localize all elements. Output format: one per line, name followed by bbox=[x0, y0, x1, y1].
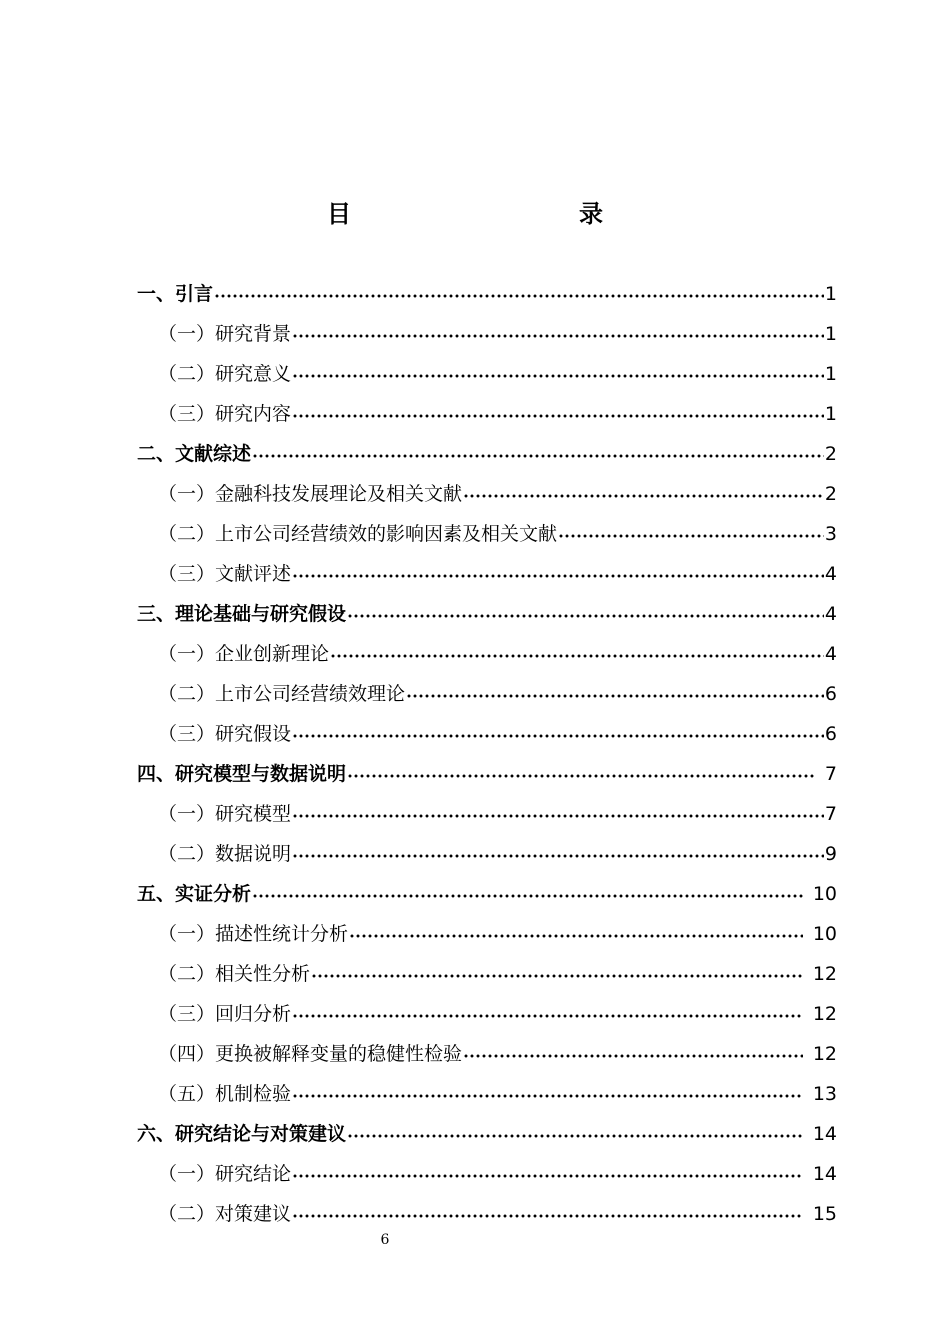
toc-page-number: 3 bbox=[824, 523, 837, 545]
toc-entry-label: （二）对策建议 bbox=[158, 1203, 292, 1225]
toc-list bbox=[0, 274, 950, 1234]
toc-page-number: 13 bbox=[812, 1083, 837, 1105]
dot-leader bbox=[292, 854, 824, 858]
toc-page-number: 6 bbox=[824, 723, 837, 745]
toc-chapter-entry[interactable] bbox=[0, 874, 837, 914]
toc-page-number: 6 bbox=[824, 683, 837, 705]
toc-section-entry[interactable] bbox=[0, 354, 837, 394]
toc-entry-label: 一、引言 bbox=[137, 283, 214, 305]
toc-page-number: 1 bbox=[824, 323, 837, 345]
toc-entry-label: （二）上市公司经营绩效理论 bbox=[158, 683, 406, 705]
dot-leader bbox=[463, 1054, 803, 1058]
dot-leader bbox=[347, 614, 824, 618]
toc-entry-label: （一）研究模型 bbox=[158, 803, 292, 825]
toc-chapter-entry[interactable] bbox=[0, 434, 837, 474]
toc-section-entry[interactable] bbox=[0, 714, 837, 754]
dot-leader bbox=[292, 1094, 803, 1098]
toc-section-entry[interactable] bbox=[0, 474, 837, 514]
dot-leader bbox=[463, 494, 824, 498]
toc-chapter-entry[interactable] bbox=[0, 754, 837, 794]
toc-entry-label: 五、实证分析 bbox=[137, 883, 252, 905]
toc-page-number: 4 bbox=[824, 603, 837, 625]
toc-page-number: 10 bbox=[812, 883, 837, 905]
dot-leader bbox=[214, 294, 824, 298]
toc-section-entry[interactable] bbox=[0, 1074, 837, 1114]
toc-entry-label: 四、研究模型与数据说明 bbox=[137, 763, 347, 785]
toc-entry-label: （二）上市公司经营绩效的影响因素及相关文献 bbox=[158, 523, 558, 545]
toc-entry-label: （二）数据说明 bbox=[158, 843, 292, 865]
dot-leader bbox=[252, 454, 824, 458]
toc-page-number: 15 bbox=[812, 1203, 837, 1225]
toc-entry-label: （二）研究意义 bbox=[158, 363, 292, 385]
toc-section-entry[interactable] bbox=[0, 1194, 837, 1234]
toc-section-entry[interactable] bbox=[0, 394, 837, 434]
page-number: 6 bbox=[380, 1232, 390, 1248]
toc-page-number: 1 bbox=[824, 403, 837, 425]
toc-entry-label: （三）文献评述 bbox=[158, 563, 292, 585]
dot-leader bbox=[406, 694, 824, 698]
toc-page-number: 14 bbox=[812, 1163, 837, 1185]
toc-entry-label: （一）描述性统计分析 bbox=[158, 923, 349, 945]
toc-entry-label: （一）研究背景 bbox=[158, 323, 292, 345]
toc-entry-label: （四）更换被解释变量的稳健性检验 bbox=[158, 1043, 463, 1065]
toc-page-number: 2 bbox=[824, 443, 837, 465]
toc-section-entry[interactable] bbox=[0, 794, 837, 834]
dot-leader bbox=[558, 534, 824, 538]
dot-leader bbox=[347, 1134, 803, 1138]
dot-leader bbox=[292, 1174, 803, 1178]
dot-leader bbox=[292, 814, 824, 818]
toc-page-number: 14 bbox=[812, 1123, 837, 1145]
toc-page-number: 1 bbox=[824, 363, 837, 385]
toc-entry-label: 二、文献综述 bbox=[137, 443, 252, 465]
toc-entry-label: （三）回归分析 bbox=[158, 1003, 292, 1025]
toc-chapter-entry[interactable] bbox=[0, 594, 837, 634]
dot-leader bbox=[292, 1014, 803, 1018]
toc-entry-label: （二）相关性分析 bbox=[158, 963, 311, 985]
toc-section-entry[interactable] bbox=[0, 994, 837, 1034]
toc-entry-label: （一）研究结论 bbox=[158, 1163, 292, 1185]
toc-section-entry[interactable] bbox=[0, 674, 837, 714]
toc-section-entry[interactable] bbox=[0, 914, 837, 954]
toc-section-entry[interactable] bbox=[0, 554, 837, 594]
dot-leader bbox=[292, 734, 824, 738]
toc-chapter-entry[interactable] bbox=[0, 274, 837, 314]
dot-leader bbox=[292, 574, 824, 578]
toc-title: 目 录 bbox=[327, 200, 663, 228]
toc-section-entry[interactable] bbox=[0, 954, 837, 994]
toc-section-entry[interactable] bbox=[0, 1154, 837, 1194]
toc-entry-label: 六、研究结论与对策建议 bbox=[137, 1123, 347, 1145]
dot-leader bbox=[292, 334, 824, 338]
dot-leader bbox=[292, 414, 824, 418]
toc-entry-label: 三、理论基础与研究假设 bbox=[137, 603, 347, 625]
toc-entry-label: （三）研究内容 bbox=[158, 403, 292, 425]
dot-leader bbox=[311, 974, 803, 978]
toc-section-entry[interactable] bbox=[0, 834, 837, 874]
dot-leader bbox=[292, 1214, 803, 1218]
toc-page-number: 9 bbox=[824, 843, 837, 865]
toc-entry-label: （一）金融科技发展理论及相关文献 bbox=[158, 483, 463, 505]
dot-leader bbox=[349, 934, 803, 938]
toc-page-number: 7 bbox=[824, 763, 837, 785]
toc-page-number: 10 bbox=[812, 923, 837, 945]
toc-page-number: 7 bbox=[824, 803, 837, 825]
toc-page-number: 1 bbox=[824, 283, 837, 305]
toc-section-entry[interactable] bbox=[0, 314, 837, 354]
toc-page-number: 4 bbox=[824, 643, 837, 665]
toc-section-entry[interactable] bbox=[0, 634, 837, 674]
toc-section-entry[interactable] bbox=[0, 1034, 837, 1074]
dot-leader bbox=[330, 654, 824, 658]
toc-entry-label: （三）研究假设 bbox=[158, 723, 292, 745]
toc-entry-label: （五）机制检验 bbox=[158, 1083, 292, 1105]
dot-leader bbox=[252, 894, 803, 898]
toc-page-number: 12 bbox=[812, 963, 837, 985]
toc-entry-label: （一）企业创新理论 bbox=[158, 643, 330, 665]
toc-page-number: 4 bbox=[824, 563, 837, 585]
dot-leader bbox=[347, 774, 815, 778]
toc-chapter-entry[interactable] bbox=[0, 1114, 837, 1154]
dot-leader bbox=[292, 374, 824, 378]
toc-page-number: 2 bbox=[824, 483, 837, 505]
toc-page-number: 12 bbox=[812, 1043, 837, 1065]
toc-section-entry[interactable] bbox=[0, 514, 837, 554]
toc-page-number: 12 bbox=[812, 1003, 837, 1025]
